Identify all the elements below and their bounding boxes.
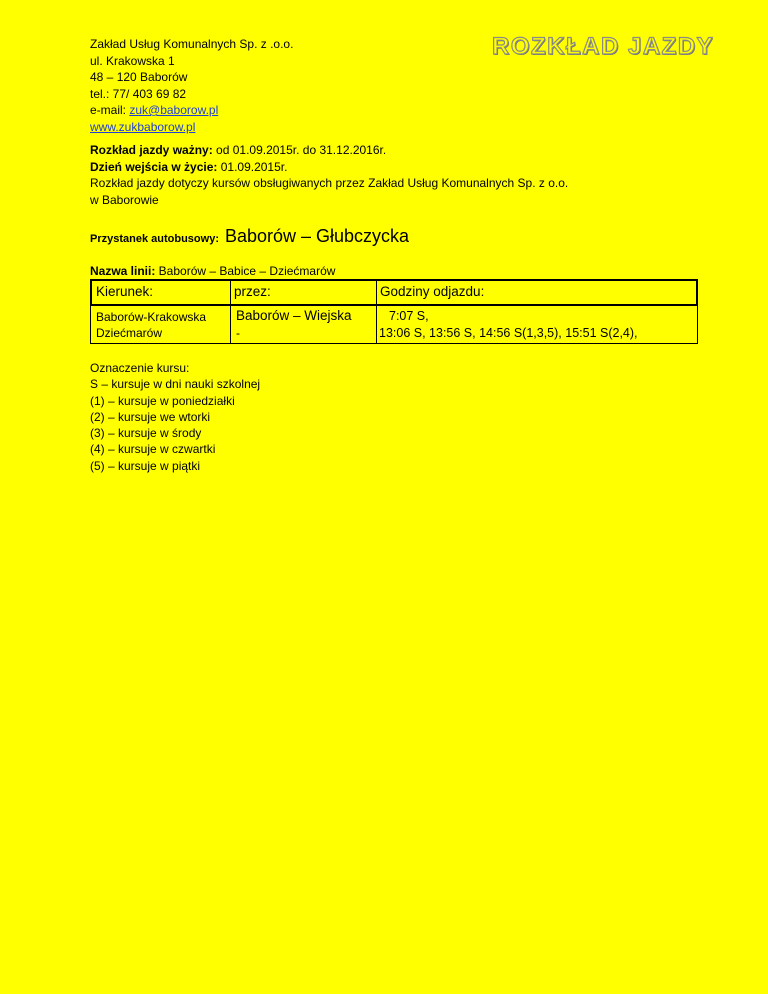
- table-header: [90, 279, 698, 306]
- operator-note-2: w Baborowie: [90, 192, 159, 207]
- effective-value: 01.09.2015r.: [217, 159, 288, 174]
- email-link[interactable]: zuk@baborow.pl: [129, 103, 219, 117]
- valid-label: Rozkład jazdy ważny:: [90, 143, 213, 157]
- legend-item-4: (4) – kursuje w czwartki: [90, 442, 216, 457]
- legend-item-1: (1) – kursuje w poniedziałki: [90, 393, 235, 408]
- org-city: 48 – 120 Baborów: [90, 70, 188, 84]
- bus-stop-name: Baborów – Głubczycka: [224, 226, 410, 246]
- header-divider-1: [230, 281, 231, 304]
- body-divider-2: [376, 306, 377, 343]
- org-website-line: [90, 119, 293, 136]
- line-value: Baborów – Babice – Dziećmarów: [155, 264, 336, 278]
- effective-label: Dzień wejścia w życie:: [90, 159, 218, 174]
- bus-stop: [90, 226, 409, 247]
- website-link[interactable]: www.zukbaborow.pl: [90, 119, 196, 134]
- validity-info: [90, 142, 710, 208]
- legend-title: Oznaczenie kursu:: [90, 361, 190, 375]
- operator-note-1: Rozkład jazdy dotyczy kursów obsługiwanych przez Zakład Usług Komunalnych Sp. z o.o.: [90, 176, 569, 190]
- email-label: e-mail:: [90, 103, 130, 117]
- legend-item-5: (5) – kursuje w piątki: [90, 458, 201, 473]
- row-2-direction: Dziećmarów: [96, 326, 163, 340]
- organization-info: [90, 36, 293, 135]
- header-times: Godziny odjazdu:: [380, 284, 485, 299]
- legend-item-3: (3) – kursuje w środy: [90, 426, 202, 441]
- org-email-line: [90, 102, 293, 119]
- header-via: przez:: [234, 284, 271, 299]
- line-name: [90, 264, 335, 278]
- body-divider-1: [230, 306, 231, 343]
- table-body: [90, 306, 698, 344]
- org-street: ul. Krakowska 1: [90, 53, 175, 68]
- valid-period: [90, 142, 710, 159]
- header-divider-2: [376, 281, 377, 304]
- row-1-times: 7:07 S,: [389, 309, 429, 323]
- page-title: ROZKŁAD JAZDY: [492, 33, 715, 60]
- legend-item-2: (2) – kursuje we wtorki: [90, 409, 211, 424]
- valid-value: od 01.09.2015r. do 31.12.2016r.: [212, 143, 387, 157]
- org-phone: tel.: 77/ 403 69 82: [90, 86, 187, 101]
- row-1-direction: Baborów-Krakowska: [96, 310, 207, 324]
- line-label: Nazwa linii:: [90, 264, 156, 278]
- header-direction: Kierunek:: [96, 284, 154, 299]
- row-2-times: 13:06 S, 13:56 S, 14:56 S(1,3,5), 15:51 S(2,4),: [379, 326, 638, 340]
- effective-date: [90, 159, 710, 176]
- legend-item-s: S – kursuje w dni nauki szkolnej: [90, 377, 261, 392]
- row-2-via: -: [236, 326, 240, 340]
- course-legend: [90, 360, 260, 474]
- row-1-via: Baborów – Wiejska: [236, 308, 352, 323]
- org-name: Zakład Usług Komunalnych Sp. z .o.o.: [90, 37, 294, 51]
- bus-stop-label: Przystanek autobusowy:: [90, 233, 219, 245]
